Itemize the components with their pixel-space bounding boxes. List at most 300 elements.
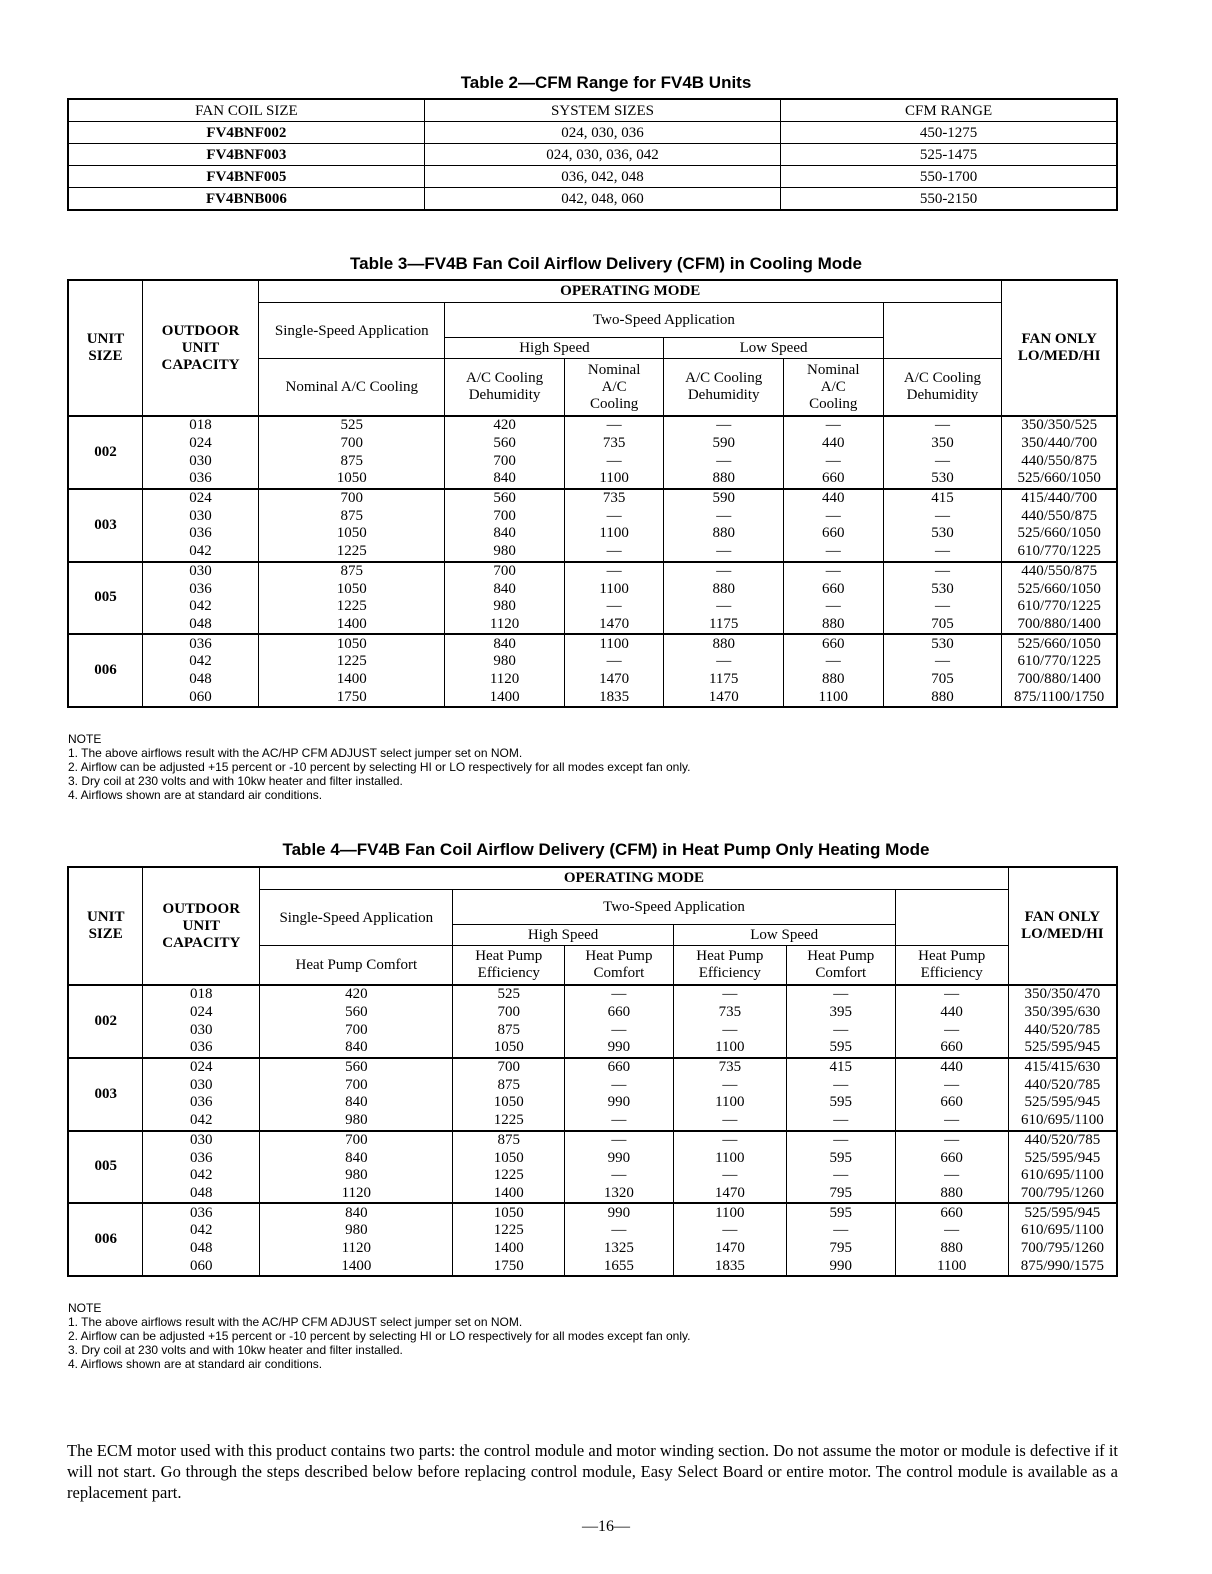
- table3-cell: 415/440/700: [1002, 489, 1117, 508]
- table4-cell: —: [565, 1076, 674, 1094]
- table4-cell: 700/795/1260: [1008, 1240, 1117, 1258]
- table3-cell: 036: [142, 580, 258, 598]
- table4-cell: 1400: [260, 1257, 453, 1276]
- table3-cell: 530: [883, 580, 1002, 598]
- table3-data-row: [68, 416, 1117, 435]
- table2-header-cell: CFM RANGE: [781, 99, 1117, 122]
- table3-cell: 560: [445, 489, 564, 508]
- table3-data-row: [68, 688, 1117, 707]
- table3-cell: 705: [883, 671, 1002, 689]
- table4-cell: 525/595/945: [1008, 1094, 1117, 1112]
- table3-cell: 530: [883, 634, 1002, 653]
- table4-cell: 1100: [673, 1039, 786, 1058]
- table4-title: Table 4—FV4B Fan Coil Airflow Delivery (CFM) in Heat Pump Only Heating Mode: [282, 840, 930, 859]
- table4-data-row: [68, 1257, 1117, 1276]
- table4-cell: 840: [260, 1149, 453, 1167]
- table3-cell: 1175: [664, 616, 783, 635]
- table4-cell: 795: [786, 1185, 895, 1204]
- table4-cell: 1470: [673, 1185, 786, 1204]
- table3-cell: 1470: [664, 688, 783, 707]
- table3-cell: 705: [883, 616, 1002, 635]
- table3-cell: 880: [664, 470, 783, 489]
- table3-cell: 042: [142, 543, 258, 562]
- table3-cell: 840: [445, 470, 564, 489]
- table3-data-row: [68, 634, 1117, 653]
- table3-cell: 525: [259, 416, 445, 435]
- table3-cell: —: [883, 653, 1002, 671]
- table3-cell: 880: [783, 671, 883, 689]
- table4-operating-mode-header: OPERATING MODE: [260, 867, 1009, 890]
- table3-cell: 036: [142, 470, 258, 489]
- table4-sub-header-cell: Heat Pump Efficiency: [895, 946, 1008, 986]
- table3-cell: 030: [142, 562, 258, 581]
- table4-data-row: [68, 1167, 1117, 1185]
- table3-note-line: 4. Airflows shown are at standard air conditions.: [68, 788, 323, 802]
- table4-note-line: 4. Airflows shown are at standard air conditions.: [68, 1357, 323, 1371]
- table4-cell: 525: [453, 985, 565, 1004]
- table3-cell: 700: [445, 562, 564, 581]
- table3-data-row: [68, 562, 1117, 581]
- table4-cell: —: [786, 1112, 895, 1131]
- table4-single-speed-header: Single-Speed Application: [260, 890, 453, 946]
- table2-header-cell: FAN COIL SIZE: [68, 99, 424, 122]
- table3-cell: 1100: [783, 688, 883, 707]
- table4-cell: 036: [143, 1203, 260, 1222]
- table4-cell: 880: [895, 1240, 1008, 1258]
- table4-cell: 660: [895, 1149, 1008, 1167]
- table4-cell: 595: [786, 1039, 895, 1058]
- table3-cell: 030: [142, 452, 258, 470]
- table3-high-speed-header: High Speed: [445, 338, 664, 359]
- table2-cell: FV4BNF003: [68, 144, 424, 166]
- table3-sub-header-cell: Nominal A/C Cooling: [564, 359, 664, 417]
- table4-cell: 440/520/785: [1008, 1131, 1117, 1150]
- table3-cell: —: [883, 416, 1002, 435]
- table4-data-row: [68, 1222, 1117, 1240]
- table4-cell: —: [895, 1167, 1008, 1185]
- table3-cell: 980: [445, 653, 564, 671]
- table3-data-row: [68, 671, 1117, 689]
- table4-cell: 042: [143, 1112, 260, 1131]
- table3-cell: —: [664, 416, 783, 435]
- table3-cell: 880: [783, 616, 883, 635]
- table4: [67, 866, 1118, 1277]
- table4-cell: 525/595/945: [1008, 1149, 1117, 1167]
- table4-cell: 700: [260, 1021, 453, 1039]
- table3-cell: —: [783, 452, 883, 470]
- table3-cell: 018: [142, 416, 258, 435]
- table4-cell: 1050: [453, 1149, 565, 1167]
- table3-cell: 1050: [259, 525, 445, 543]
- table4-data-row: [68, 1203, 1117, 1222]
- table4-cell: 1325: [565, 1240, 674, 1258]
- table4-sub-header-cell: Heat Pump Comfort: [565, 946, 674, 986]
- table4-cell: 1470: [673, 1240, 786, 1258]
- table4-cell: 1225: [453, 1167, 565, 1185]
- table3-data-row: [68, 598, 1117, 616]
- table3-cell: 024: [142, 435, 258, 453]
- table4-data-row: [68, 1094, 1117, 1112]
- table4-cell: 840: [260, 1094, 453, 1112]
- table4-note-line: 1. The above airflows result with the AC/HP CFM ADJUST select jumper set on NOM.: [68, 1315, 523, 1329]
- table4-data-row: [68, 1185, 1117, 1204]
- table3-sub-header-cell: A/C Cooling Dehumidity: [883, 359, 1002, 417]
- table3-sub-header-cell: A/C Cooling Dehumidity: [664, 359, 783, 417]
- table3-cell: 525/660/1050: [1002, 470, 1117, 489]
- table3-cell: 440/550/875: [1002, 562, 1117, 581]
- table3-header-row: [68, 280, 1117, 303]
- table3-cell: —: [564, 653, 664, 671]
- table3-cell: 1225: [259, 653, 445, 671]
- table3-data-row: [68, 543, 1117, 562]
- table3-cell: —: [664, 598, 783, 616]
- table4-cell: 660: [565, 1058, 674, 1077]
- table4-data-row: [68, 1112, 1117, 1131]
- table4-header-row: [68, 867, 1117, 890]
- table3-cell: 840: [445, 580, 564, 598]
- table4-sub-header-cell: Heat Pump Comfort: [260, 946, 453, 986]
- table3-notes: [68, 732, 690, 802]
- table3-cell: 880: [664, 580, 783, 598]
- table3-cell: —: [883, 562, 1002, 581]
- table4-cell: 1100: [673, 1149, 786, 1167]
- table4-cell: 048: [143, 1240, 260, 1258]
- table4-cell: —: [895, 1112, 1008, 1131]
- table4-cell: —: [673, 1222, 786, 1240]
- table3-two-speed-header: Two-Speed Application: [445, 303, 883, 338]
- table2-title: Table 2—CFM Range for FV4B Units: [460, 73, 752, 92]
- table4-unit-size-cell: 002: [68, 985, 143, 1058]
- table4-cell: —: [895, 985, 1008, 1004]
- table4-cell: 415: [786, 1058, 895, 1077]
- table3-cell: 590: [664, 489, 783, 508]
- table4-cell: 840: [260, 1039, 453, 1058]
- table4-cell: 560: [260, 1058, 453, 1077]
- page-number: —16—: [582, 1518, 630, 1535]
- table4-cell: 990: [786, 1257, 895, 1276]
- table3-cell: —: [883, 452, 1002, 470]
- table4-cell: 700: [260, 1076, 453, 1094]
- table3-cell: 350/350/525: [1002, 416, 1117, 435]
- table3-cell: 1100: [564, 580, 664, 598]
- table3-data-row: [68, 452, 1117, 470]
- table4-data-row: [68, 1058, 1117, 1077]
- table3-cell: 700: [445, 507, 564, 525]
- table4-cell: 700: [453, 1004, 565, 1022]
- table4-note-line: NOTE: [68, 1301, 102, 1315]
- table3-cell: 036: [142, 525, 258, 543]
- table3-cell: —: [883, 598, 1002, 616]
- table2-row: [68, 144, 1117, 166]
- table4-cell: 700: [453, 1058, 565, 1077]
- table4-cell: 700: [260, 1131, 453, 1150]
- table3-cell: —: [564, 416, 664, 435]
- table3-cell: 590: [664, 435, 783, 453]
- table3-low-speed-header: Low Speed: [664, 338, 883, 359]
- table3-cell: —: [564, 507, 664, 525]
- table2-cell: 042, 048, 060: [424, 188, 780, 211]
- table2-row: [68, 122, 1117, 144]
- table2-cell: FV4BNF005: [68, 166, 424, 188]
- table4-cell: 980: [260, 1112, 453, 1131]
- table3-cell: —: [564, 562, 664, 581]
- table4-cell: 595: [786, 1149, 895, 1167]
- table2-header-row: [68, 99, 1117, 122]
- table4-cell: —: [786, 1167, 895, 1185]
- table4-low-speed-header: Low Speed: [673, 925, 895, 946]
- table4-cell: 440: [895, 1058, 1008, 1077]
- table3-data-row: [68, 435, 1117, 453]
- table2: [67, 98, 1118, 211]
- table4-cell: 875: [453, 1131, 565, 1150]
- table3-sub-header-cell: Nominal A/C Cooling: [783, 359, 883, 417]
- table4-cell: 024: [143, 1004, 260, 1022]
- table3-cell: 1120: [445, 616, 564, 635]
- table2-row: [68, 188, 1117, 211]
- table4-cell: 440/520/785: [1008, 1076, 1117, 1094]
- table2-row: [68, 166, 1117, 188]
- table3-cell: 980: [445, 543, 564, 562]
- table4-outdoor-capacity-header: OUTDOOR UNIT CAPACITY: [143, 867, 260, 985]
- table3-cell: 880: [664, 634, 783, 653]
- table3-cell: 525/660/1050: [1002, 525, 1117, 543]
- table4-data-row: [68, 1131, 1117, 1150]
- table4-cell: 525/595/945: [1008, 1203, 1117, 1222]
- table4-cell: 036: [143, 1094, 260, 1112]
- table4-unit-size-header: UNIT SIZE: [68, 867, 143, 985]
- table3-data-row: [68, 653, 1117, 671]
- table4-cell: —: [565, 1167, 674, 1185]
- table3-unit-size-header: UNIT SIZE: [68, 280, 142, 416]
- table3-cell: 660: [783, 634, 883, 653]
- table4-fan-only-header: FAN ONLY LO/MED/HI: [1008, 867, 1117, 985]
- table4-cell: —: [673, 985, 786, 1004]
- table3-cell: 1400: [259, 671, 445, 689]
- table4-cell: 440/520/785: [1008, 1021, 1117, 1039]
- table2-cell: 036, 042, 048: [424, 166, 780, 188]
- table4-cell: —: [565, 1112, 674, 1131]
- table2-cell: 525-1475: [781, 144, 1117, 166]
- table3-cell: 875: [259, 452, 445, 470]
- table4-cell: 036: [143, 1149, 260, 1167]
- table3-cell: —: [783, 653, 883, 671]
- table4-cell: —: [565, 1131, 674, 1150]
- table3-cell: 700: [259, 435, 445, 453]
- table4-cell: 660: [895, 1094, 1008, 1112]
- table4-unit-size-cell: 003: [68, 1058, 143, 1131]
- table2-cell: 550-1700: [781, 166, 1117, 188]
- table4-cell: 595: [786, 1094, 895, 1112]
- table3-cell: 875/1100/1750: [1002, 688, 1117, 707]
- table4-cell: 990: [565, 1039, 674, 1058]
- table4-cell: —: [565, 1222, 674, 1240]
- table3-cell: —: [783, 562, 883, 581]
- table3-cell: 1750: [259, 688, 445, 707]
- table4-cell: —: [786, 1076, 895, 1094]
- table3-cell: 1225: [259, 598, 445, 616]
- table3-cell: 700/880/1400: [1002, 616, 1117, 635]
- table3-operating-mode-header: OPERATING MODE: [259, 280, 1002, 303]
- table4-cell: 1050: [453, 1203, 565, 1222]
- table3-cell: 700: [445, 452, 564, 470]
- table4-cell: —: [895, 1076, 1008, 1094]
- table4-cell: 990: [565, 1094, 674, 1112]
- table3-cell: 660: [783, 580, 883, 598]
- table4-cell: 875: [453, 1021, 565, 1039]
- table4-cell: —: [673, 1112, 786, 1131]
- table3-cell: 024: [142, 489, 258, 508]
- table4-cell: 420: [260, 985, 453, 1004]
- table4-cell: 042: [143, 1167, 260, 1185]
- table3-cell: 525/660/1050: [1002, 580, 1117, 598]
- table3-data-row: [68, 580, 1117, 598]
- table4-cell: 1100: [673, 1203, 786, 1222]
- table4-cell: 610/695/1100: [1008, 1112, 1117, 1131]
- table4-cell: 795: [786, 1240, 895, 1258]
- table4-cell: 048: [143, 1185, 260, 1204]
- table3-cell: 440/550/875: [1002, 507, 1117, 525]
- table3-cell: —: [783, 543, 883, 562]
- table3-cell: 610/770/1225: [1002, 598, 1117, 616]
- table4-cell: 840: [260, 1203, 453, 1222]
- table3-cell: —: [664, 562, 783, 581]
- table3-cell: 530: [883, 525, 1002, 543]
- table4-cell: 1120: [260, 1185, 453, 1204]
- table4-cell: 610/695/1100: [1008, 1222, 1117, 1240]
- table4-cell: —: [673, 1021, 786, 1039]
- table4-cell: —: [895, 1222, 1008, 1240]
- table3-cell: 042: [142, 598, 258, 616]
- table3-cell: —: [883, 507, 1002, 525]
- table4-unit-size-cell: 005: [68, 1131, 143, 1204]
- table3-cell: 610/770/1225: [1002, 653, 1117, 671]
- table3-cell: —: [783, 416, 883, 435]
- table3-cell: 1400: [445, 688, 564, 707]
- table3-cell: —: [564, 598, 664, 616]
- table4-notes: [68, 1301, 690, 1371]
- table4-cell: 560: [260, 1004, 453, 1022]
- table4-cell: 1835: [673, 1257, 786, 1276]
- table4-cell: 018: [143, 985, 260, 1004]
- table3-cell: 350: [883, 435, 1002, 453]
- table3-note-line: 2. Airflow can be adjusted +15 percent or -10 percent by selecting HI or LO respectively for all modes except fan only.: [68, 760, 691, 774]
- table3-cell: 420: [445, 416, 564, 435]
- table3: [67, 279, 1118, 708]
- table3-cell: —: [564, 452, 664, 470]
- table3-cell: 840: [445, 634, 564, 653]
- table4-sub-header-cell: Heat Pump Comfort: [786, 946, 895, 986]
- table4-cell: 1400: [453, 1185, 565, 1204]
- table3-unit-size-cell: 006: [68, 634, 142, 707]
- table3-cell: 440: [783, 489, 883, 508]
- table4-cell: —: [786, 1131, 895, 1150]
- table3-unit-size-cell: 003: [68, 489, 142, 562]
- table4-cell: 660: [565, 1004, 674, 1022]
- table4-sub-header-cell: Heat Pump Efficiency: [673, 946, 786, 986]
- table2-cell: 024, 030, 036: [424, 122, 780, 144]
- table4-cell: 610/695/1100: [1008, 1167, 1117, 1185]
- table3-cell: 1470: [564, 616, 664, 635]
- table3-cell: 1050: [259, 634, 445, 653]
- table3-cell: 880: [664, 525, 783, 543]
- table3-cell: 880: [883, 688, 1002, 707]
- table3-sub-header-cell: Nominal A/C Cooling: [259, 359, 445, 417]
- table4-cell: —: [565, 1021, 674, 1039]
- body-paragraph: The ECM motor used with this product contains two parts: the control module and motor winding section. Do not assume the motor or module is defective if it will not start. Go through the steps described below before replacing control module, Easy Select Board or entire motor. The control module is available as a replacement part.: [67, 1441, 1118, 1502]
- table4-cell: —: [786, 1222, 895, 1240]
- table2-cell: 450-1275: [781, 122, 1117, 144]
- table3-note-line: 1. The above airflows result with the AC/HP CFM ADJUST select jumper set on NOM.: [68, 746, 523, 760]
- table3-cell: 350/440/700: [1002, 435, 1117, 453]
- table3-cell: 840: [445, 525, 564, 543]
- table2-header-cell: SYSTEM SIZES: [424, 99, 780, 122]
- table4-cell: 1100: [673, 1094, 786, 1112]
- table4-cell: 030: [143, 1021, 260, 1039]
- table4-cell: 1050: [453, 1039, 565, 1058]
- table4-cell: 880: [895, 1185, 1008, 1204]
- table3-cell: 560: [445, 435, 564, 453]
- table4-cell: 1050: [453, 1094, 565, 1112]
- table4-cell: 1655: [565, 1257, 674, 1276]
- table4-cell: 875: [453, 1076, 565, 1094]
- table2-cell: 024, 030, 036, 042: [424, 144, 780, 166]
- table4-cell: 030: [143, 1076, 260, 1094]
- table4-data-row: [68, 1149, 1117, 1167]
- table4-cell: 1120: [260, 1240, 453, 1258]
- table3-cell: 700: [259, 489, 445, 508]
- table4-cell: 1400: [453, 1240, 565, 1258]
- table3-cell: —: [664, 507, 783, 525]
- table4-two-speed-header: Two-Speed Application: [453, 890, 895, 925]
- table4-cell: 024: [143, 1058, 260, 1077]
- table3-data-row: [68, 470, 1117, 489]
- table4-cell: 735: [673, 1058, 786, 1077]
- table3-cell: 735: [564, 435, 664, 453]
- table3-cell: 1175: [664, 671, 783, 689]
- table4-cell: 980: [260, 1222, 453, 1240]
- table3-cell: 660: [783, 525, 883, 543]
- table3-data-row: [68, 489, 1117, 508]
- table4-high-speed-header: High Speed: [453, 925, 673, 946]
- table3-cell: 1470: [564, 671, 664, 689]
- table3-cell: 060: [142, 688, 258, 707]
- table3-cell: —: [664, 653, 783, 671]
- table3-cell: 525/660/1050: [1002, 634, 1117, 653]
- table4-cell: 595: [786, 1203, 895, 1222]
- table3-cell: 048: [142, 616, 258, 635]
- table3-cell: 610/770/1225: [1002, 543, 1117, 562]
- table2-cell: FV4BNF002: [68, 122, 424, 144]
- table3-cell: 1100: [564, 470, 664, 489]
- table4-note-line: 3. Dry coil at 230 volts and with 10kw heater and filter installed.: [68, 1343, 403, 1357]
- table4-cell: 415/415/630: [1008, 1058, 1117, 1077]
- table4-cell: 990: [565, 1203, 674, 1222]
- table4-cell: 1225: [453, 1222, 565, 1240]
- table3-cell: 1835: [564, 688, 664, 707]
- table4-cell: —: [895, 1021, 1008, 1039]
- table4-data-row: [68, 985, 1117, 1004]
- table4-data-row: [68, 1004, 1117, 1022]
- table3-cell: 980: [445, 598, 564, 616]
- table3-title: Table 3—FV4B Fan Coil Airflow Delivery (CFM) in Cooling Mode: [350, 254, 862, 273]
- table3-unit-size-cell: 005: [68, 562, 142, 635]
- table3-cell: 1120: [445, 671, 564, 689]
- table4-cell: 980: [260, 1167, 453, 1185]
- table4-cell: 036: [143, 1039, 260, 1058]
- table3-cell: 440/550/875: [1002, 452, 1117, 470]
- table3-cell: —: [783, 598, 883, 616]
- table3-cell: 875: [259, 562, 445, 581]
